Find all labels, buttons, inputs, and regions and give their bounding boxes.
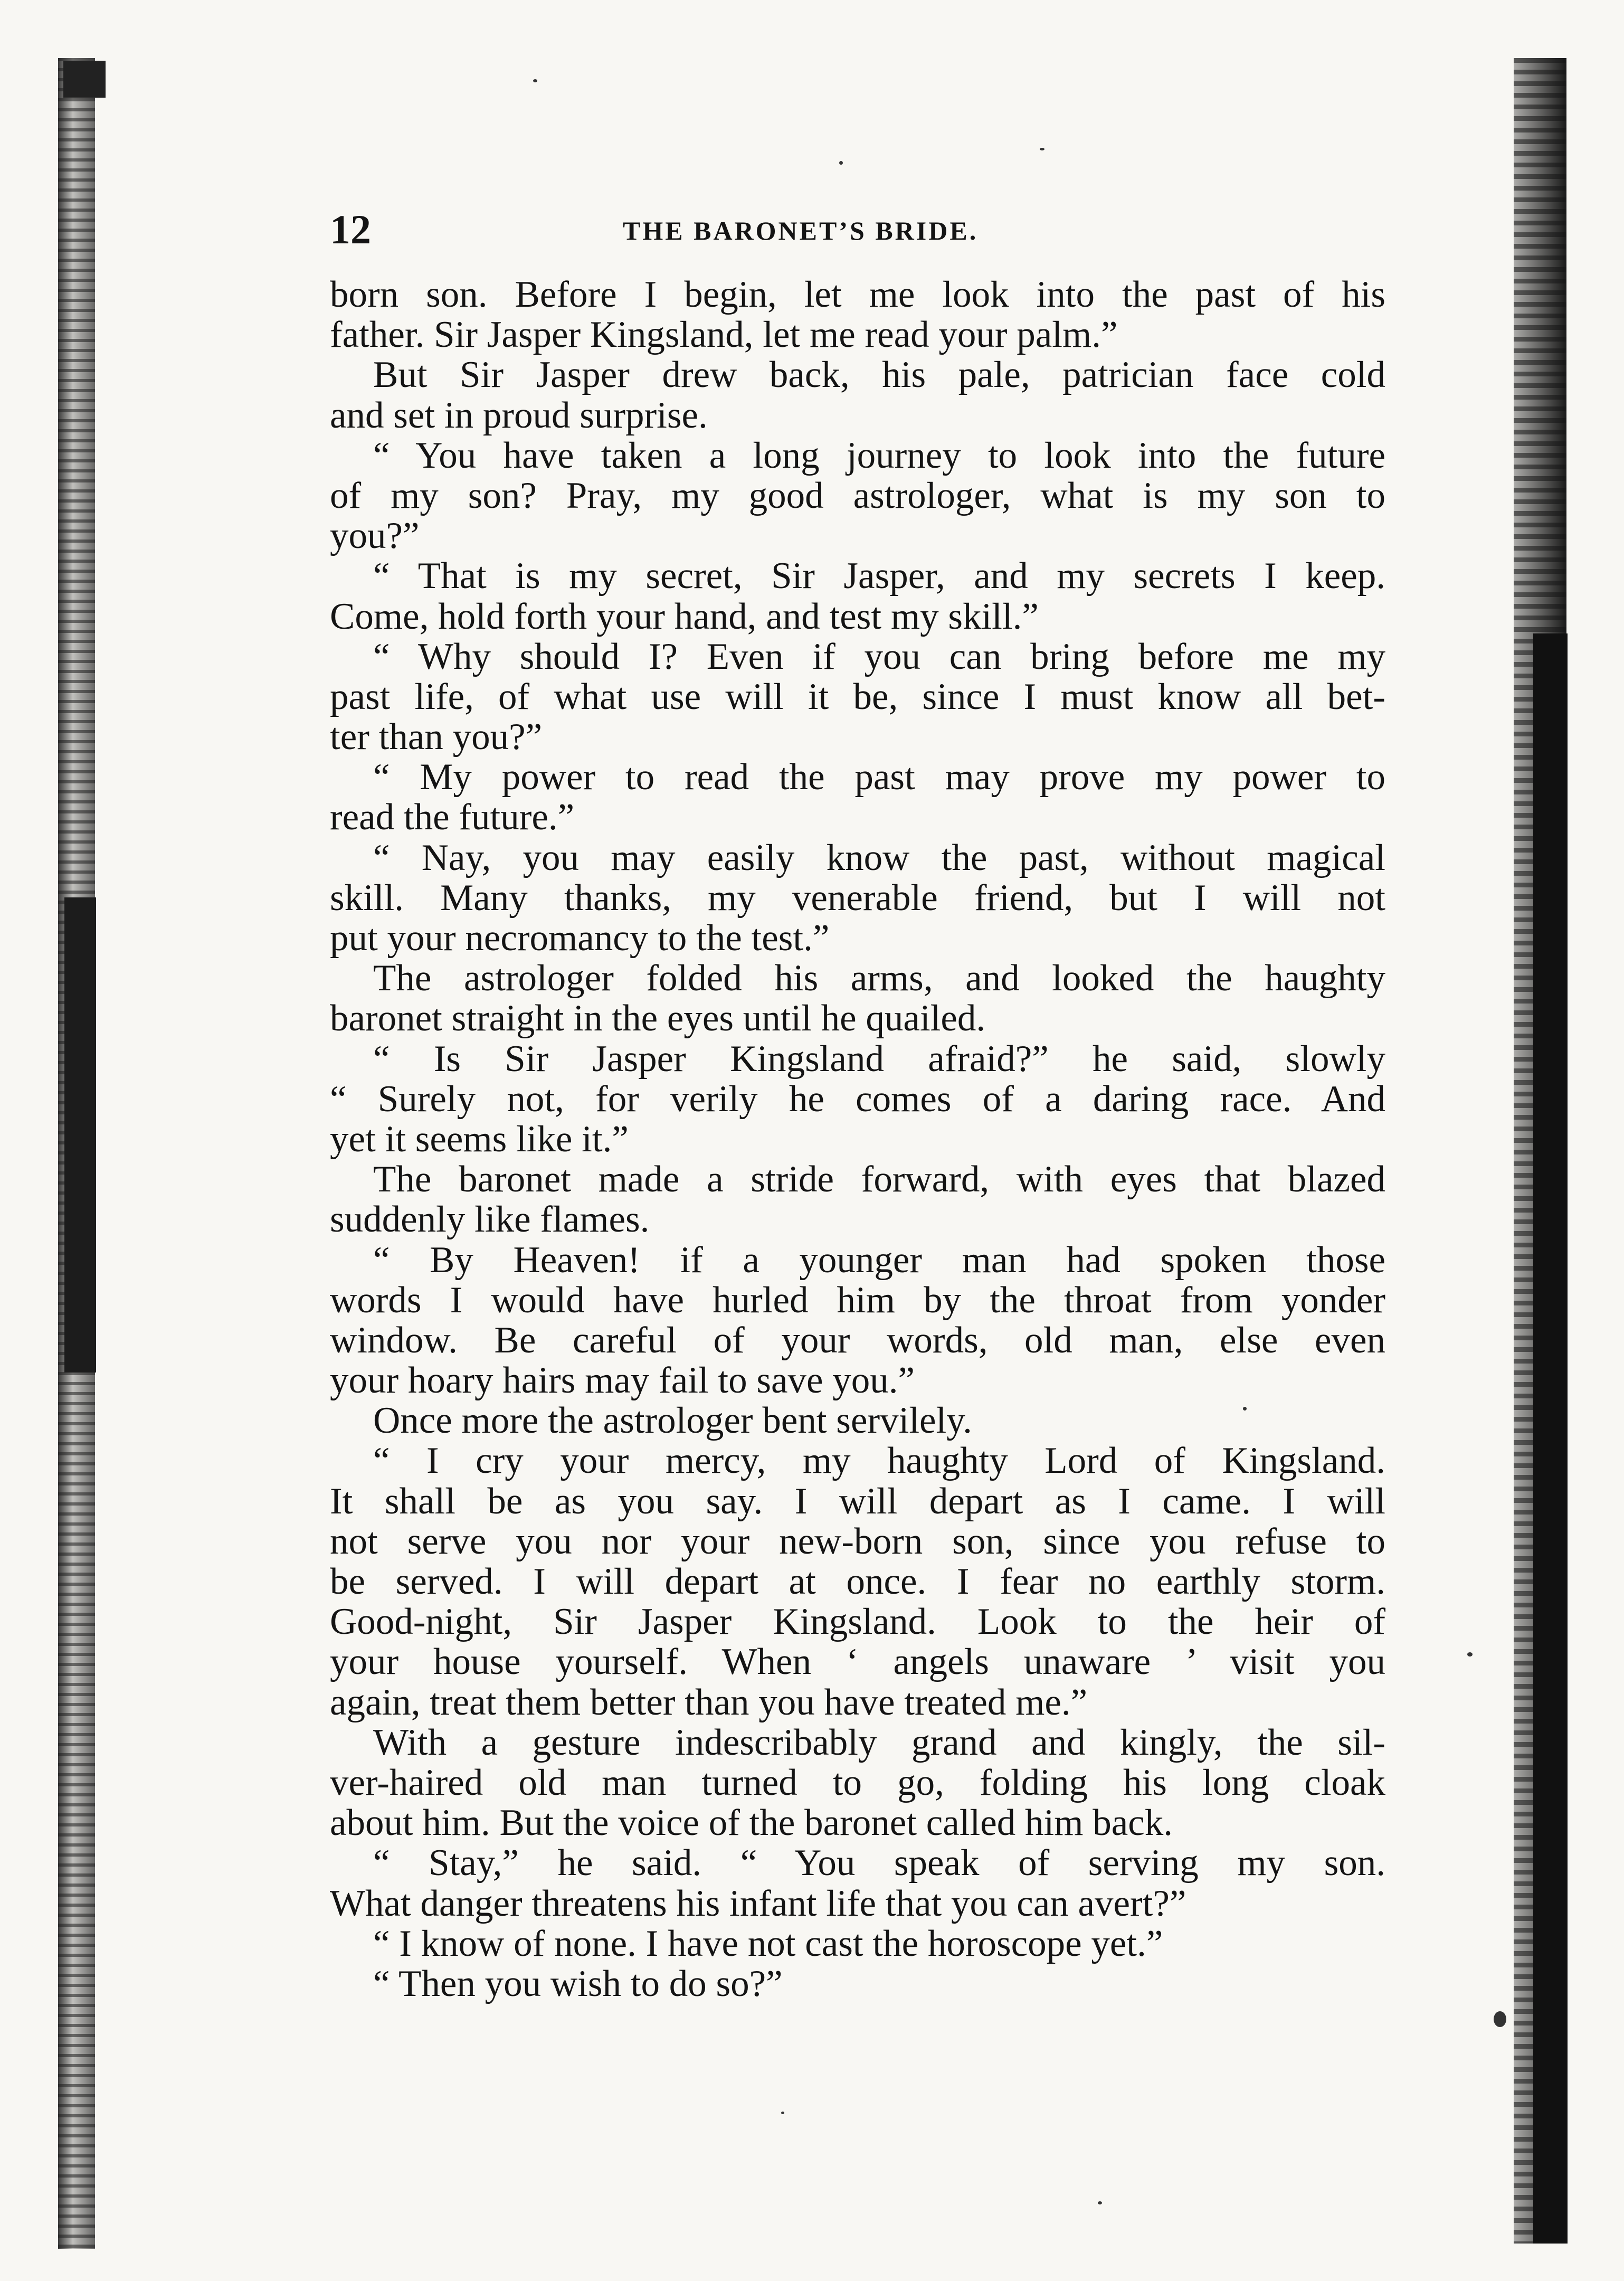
text-line: “ My power to read the past may prove my power to <box>373 756 1385 798</box>
text-line: of my son? Pray, my good astrologer, what is my son to <box>330 475 1385 516</box>
print-speck <box>1467 1652 1473 1657</box>
text-line: father. Sir Jasper Kingsland, let me read your palm.” <box>330 314 1118 356</box>
text-line: again, treat them better than you have treated me.” <box>330 1681 1088 1723</box>
body-text <box>330 275 1385 2004</box>
text-line: born son. Before I begin, let me look into the past of his <box>330 274 1385 315</box>
page-header <box>330 206 1385 253</box>
print-speck <box>1040 148 1044 150</box>
text-line: “ You have taken a long journey to look into the future <box>373 434 1385 476</box>
text-line: skill. Many thanks, my venerable friend, but I will not <box>330 877 1385 919</box>
text-line: put your necromancy to the test.” <box>330 917 830 959</box>
text-line: The astrologer folded his arms, and looked the haughty <box>373 958 1385 999</box>
text-line: suddenly like flames. <box>330 1199 650 1241</box>
text-line: window. Be careful of your words, old man, else even <box>330 1319 1385 1361</box>
text-line: It shall be as you say. I will depart as I came. I will <box>330 1480 1385 1522</box>
print-speck <box>533 79 537 82</box>
text-line: What danger threatens his infant life that you can avert?” <box>330 1882 1186 1924</box>
text-line: With a gesture indescribably grand and kingly, the sil- <box>373 1721 1385 1763</box>
text-line: “ Nay, you may easily know the past, without magical <box>373 837 1385 878</box>
text-line: But Sir Jasper drew back, his pale, patrician face cold <box>373 354 1385 396</box>
text-line: “ Is Sir Jasper Kingsland afraid?” he said, slowly <box>373 1038 1385 1080</box>
text-line: words I would have hurled him by the throat from yonder <box>330 1279 1385 1321</box>
text-line: “ Surely not, for verily he comes of a daring race. And <box>330 1078 1385 1120</box>
running-head: THE BARONET’S BRIDE. <box>623 216 979 245</box>
print-speck <box>839 161 843 165</box>
text-line: your house yourself. When ‘ angels unaware ’ visit you <box>330 1641 1385 1683</box>
text-line: past life, of what use will it be, since I must know all bet- <box>330 676 1385 717</box>
text-line: “ That is my secret, Sir Jasper, and my secrets I keep. <box>373 555 1385 597</box>
right-edge-dark-band <box>1533 633 1568 2244</box>
print-speck <box>781 2112 784 2114</box>
text-line: “ Why should I? Even if you can bring before me my <box>373 636 1385 677</box>
text-line: and set in proud surprise. <box>330 394 708 436</box>
text-line: The baronet made a stride forward, with eyes that blazed <box>373 1159 1385 1200</box>
left-binding-dark-band <box>64 897 96 1373</box>
text-line: yet it seems like it.” <box>330 1118 629 1160</box>
text-line: baronet straight in the eyes until he quailed. <box>330 998 986 1039</box>
text-line: about him. But the voice of the baronet called him back. <box>330 1802 1173 1844</box>
text-line: ver-haired old man turned to go, folding his long cloak <box>330 1762 1385 1803</box>
text-line: Once more the astrologer bent servilely. <box>373 1400 972 1442</box>
text-line: Come, hold forth your hand, and test my skill.” <box>330 595 1039 637</box>
text-line: Good-night, Sir Jasper Kingsland. Look to the heir of <box>330 1601 1385 1643</box>
print-speck <box>1098 2201 1102 2204</box>
page-number: 12 <box>330 206 371 252</box>
text-line: you?” <box>330 515 420 557</box>
text-line: be served. I will depart at once. I fear no earthly storm. <box>330 1561 1385 1602</box>
top-left-corner-mark <box>63 61 106 98</box>
text-line: read the future.” <box>330 797 575 838</box>
text-line: ter than you?” <box>330 716 543 758</box>
text-line: “ I know of none. I have not cast the horoscope yet.” <box>373 1923 1163 1964</box>
text-line: “ Stay,” he said. “ You speak of serving my son. <box>373 1842 1385 1884</box>
text-line: “ I cry your mercy, my haughty Lord of Kingsland. <box>373 1440 1385 1482</box>
text-line: your hoary hairs may fail to save you.” <box>330 1360 915 1402</box>
text-line: not serve you nor your new-born son, since you refuse to <box>330 1520 1385 1562</box>
text-line: “ Then you wish to do so?” <box>373 1963 783 2004</box>
text-line: “ By Heaven! if a younger man had spoken those <box>373 1239 1385 1281</box>
print-blot <box>1494 2011 1506 2027</box>
